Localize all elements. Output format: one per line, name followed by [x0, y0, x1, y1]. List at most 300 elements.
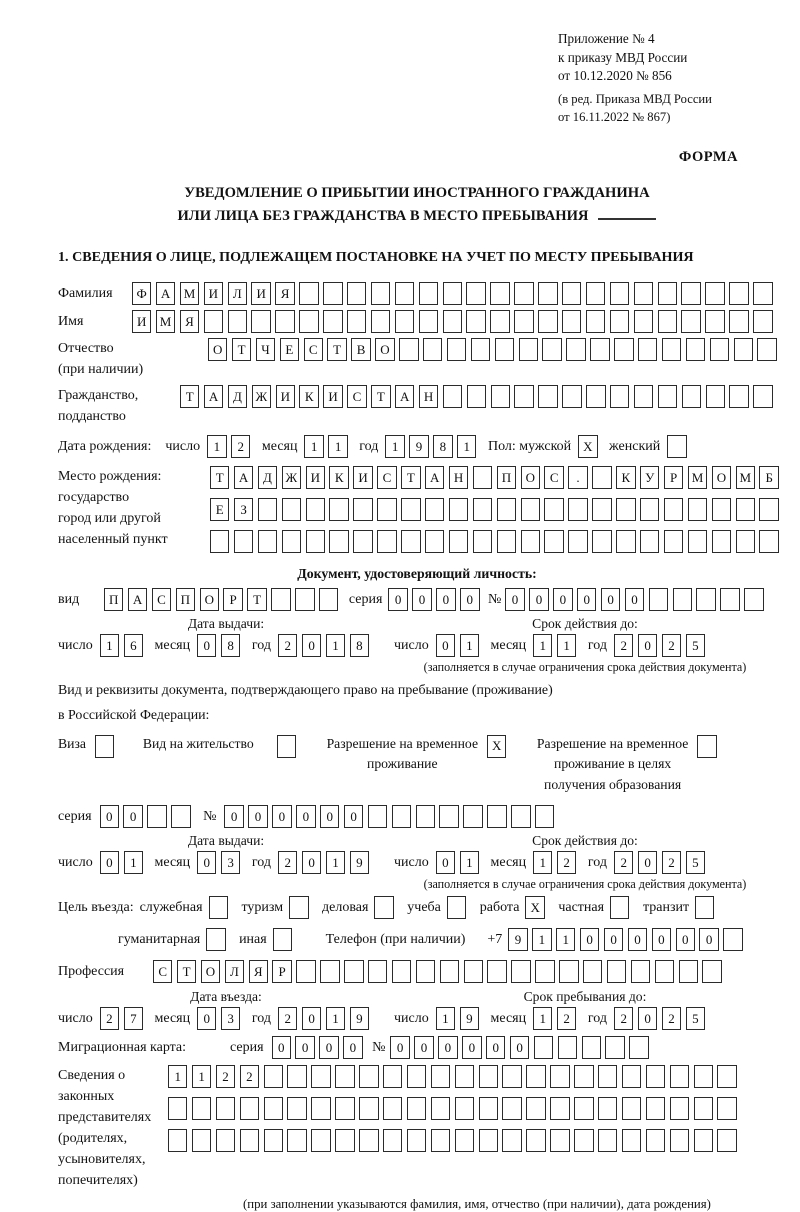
char-box: О [200, 588, 219, 611]
representatives-field-row3 [168, 1129, 741, 1152]
permit-issue-month-field [197, 851, 245, 874]
char-box [646, 1097, 665, 1120]
char-box [473, 466, 492, 489]
char-box: П [497, 466, 516, 489]
char-box: 2 [557, 851, 576, 874]
char-box: 1 [436, 1007, 455, 1030]
migration-card-row [58, 1036, 776, 1059]
series-label: серия [58, 809, 92, 825]
char-box [282, 498, 301, 521]
birthplace-label: Место рождения: государство город или другой населенный пункт [58, 469, 168, 548]
char-box [168, 1129, 187, 1152]
citizenship-field [180, 385, 777, 408]
char-box: 0 [295, 1036, 314, 1059]
char-box [535, 805, 554, 828]
char-box [296, 960, 315, 983]
migration-card-series-field [272, 1036, 368, 1059]
char-box [744, 588, 763, 611]
char-box: И [306, 466, 325, 489]
char-box [717, 1129, 736, 1152]
char-box [705, 310, 724, 333]
purpose-study-checkbox [447, 896, 471, 919]
char-box: И [132, 310, 151, 333]
char-box [251, 310, 270, 333]
char-box [277, 735, 296, 758]
char-box: 5 [686, 851, 705, 874]
char-box [598, 1097, 617, 1120]
char-box [681, 310, 700, 333]
char-box: 0 [390, 1036, 409, 1059]
char-box [696, 588, 715, 611]
char-box [759, 498, 778, 521]
char-box: И [204, 282, 223, 305]
char-box: 9 [409, 435, 428, 458]
id-doc-row [58, 588, 776, 611]
char-box: 1 [460, 634, 479, 657]
char-box [590, 338, 609, 361]
char-box: Ж [282, 466, 301, 489]
char-box: 3 [221, 1007, 240, 1030]
char-box: Ч [256, 338, 275, 361]
patronymic-row [58, 338, 776, 380]
char-box [240, 1097, 259, 1120]
visa-checkbox [95, 735, 119, 758]
char-box: 0 [224, 805, 243, 828]
char-box [566, 338, 585, 361]
char-box [171, 805, 190, 828]
char-box: И [353, 466, 372, 489]
issue-date-header: Дата выдачи: [187, 616, 265, 632]
char-box: О [712, 466, 731, 489]
char-box: М [180, 282, 199, 305]
char-box [329, 498, 348, 521]
char-box: 2 [216, 1065, 235, 1088]
given-name-row [58, 310, 776, 333]
char-box [377, 498, 396, 521]
char-box [471, 338, 490, 361]
char-box [264, 1065, 283, 1088]
char-box [401, 530, 420, 553]
surname-field [132, 282, 777, 305]
char-box [574, 1097, 593, 1120]
char-box [359, 1129, 378, 1152]
char-box [622, 1065, 641, 1088]
char-box: С [544, 466, 563, 489]
char-box: 1 [460, 851, 479, 874]
char-box [491, 385, 510, 408]
char-box [371, 310, 390, 333]
char-box: Р [223, 588, 242, 611]
char-box [228, 310, 247, 333]
char-box [695, 896, 714, 919]
permit-dates: Дата выдачи: число 0 1 месяц 0 3 год 2 0 1 9 Срок действия до: число 0 1 месяц 1 2 год 2 0 2 5 (заполняется в случае ограничения срока действия документа) [58, 833, 776, 892]
char-box [473, 530, 492, 553]
char-box [535, 960, 554, 983]
char-box [605, 1036, 624, 1059]
char-box: 8 [221, 634, 240, 657]
char-box [311, 1129, 330, 1152]
char-box [559, 960, 578, 983]
char-box [616, 498, 635, 521]
char-box: 1 [385, 435, 404, 458]
char-box: 1 [328, 435, 347, 458]
id-issue-year-field [278, 634, 374, 657]
char-box [443, 310, 462, 333]
char-box [463, 805, 482, 828]
title-line-2: ИЛИ ЛИЦА БЕЗ ГРАЖДАНСТВА В МЕСТО ПРЕБЫВАНИЯ [58, 205, 776, 228]
char-box [614, 338, 633, 361]
char-box [538, 385, 557, 408]
stay-until-header: Срок пребывания до: [523, 989, 647, 1005]
char-box [702, 960, 721, 983]
char-box: 1 [533, 634, 552, 657]
char-box: 0 [601, 588, 620, 611]
char-box [392, 805, 411, 828]
char-box [526, 1129, 545, 1152]
char-box [544, 498, 563, 521]
char-box [216, 1129, 235, 1152]
char-box: 0 [302, 634, 321, 657]
char-box [353, 498, 372, 521]
purpose-label: Цель въезда: [58, 900, 134, 916]
char-box [736, 498, 755, 521]
char-box: К [329, 466, 348, 489]
char-box: 8 [350, 634, 369, 657]
char-box [319, 588, 338, 611]
char-box: 2 [614, 1007, 633, 1030]
char-box: 9 [508, 928, 527, 951]
char-box: 0 [197, 1007, 216, 1030]
char-box [610, 282, 629, 305]
char-box: 0 [505, 588, 524, 611]
permit-series-row [58, 805, 776, 828]
char-box: 0 [272, 1036, 291, 1059]
char-box: 9 [350, 851, 369, 874]
char-box: 2 [278, 1007, 297, 1030]
temp-residence-edu-option [537, 734, 721, 796]
stay-month-field [533, 1007, 581, 1030]
char-box: 1 [557, 634, 576, 657]
number-label: № [203, 809, 217, 825]
char-box [583, 960, 602, 983]
annex-note-line: (в ред. Приказа МВД России [558, 92, 712, 107]
char-box [240, 1129, 259, 1152]
char-box: . [568, 466, 587, 489]
char-box [610, 385, 629, 408]
permit-issue-year-field [278, 851, 374, 874]
char-box: 0 [197, 634, 216, 657]
profession-field [153, 960, 726, 983]
char-box: Р [272, 960, 291, 983]
char-box [729, 385, 748, 408]
temp-residence-label: Разрешение на временное проживание [326, 735, 479, 772]
char-box [694, 1129, 713, 1152]
char-box: 8 [433, 435, 452, 458]
char-box [586, 310, 605, 333]
char-box [299, 310, 318, 333]
char-box [511, 960, 530, 983]
char-box [271, 588, 290, 611]
char-box [670, 1065, 689, 1088]
char-box: Б [759, 466, 778, 489]
char-box [368, 960, 387, 983]
char-box: З [234, 498, 253, 521]
representatives-note: (при заполнении указываются фамилия, имя, отчество (при наличии), дата рождения) [243, 1197, 711, 1212]
char-box [295, 588, 314, 611]
purpose-transit-checkbox [695, 896, 719, 919]
birth-date-label: Дата рождения: [58, 439, 152, 455]
phone-row: гуманитарная иная Телефон (при наличии) +7 9 1 1 0 0 0 0 0 0 [58, 928, 776, 951]
permit-issue-day-field [100, 851, 148, 874]
char-box [287, 1129, 306, 1152]
char-box: 1 [207, 435, 226, 458]
char-box: 0 [577, 588, 596, 611]
char-box [147, 805, 166, 828]
char-box: Т [177, 960, 196, 983]
char-box [544, 530, 563, 553]
birth-date-row [58, 435, 776, 458]
given-name-label: Имя [58, 314, 84, 330]
char-box: X [487, 735, 506, 758]
char-box [306, 530, 325, 553]
char-box [95, 735, 114, 758]
char-box: Я [275, 282, 294, 305]
id-doc-number-field [505, 588, 768, 611]
annex-line: к приказу МВД России [558, 49, 688, 65]
char-box [753, 310, 772, 333]
char-box: 2 [100, 1007, 119, 1030]
char-box: 2 [240, 1065, 259, 1088]
char-box: 2 [278, 851, 297, 874]
char-box: 0 [460, 588, 479, 611]
char-box [562, 385, 581, 408]
char-box [562, 310, 581, 333]
char-box [558, 1036, 577, 1059]
char-box [592, 498, 611, 521]
char-box [634, 282, 653, 305]
char-box: Н [449, 466, 468, 489]
char-box: О [375, 338, 394, 361]
char-box: 1 [304, 435, 323, 458]
char-box [658, 385, 677, 408]
entry-day-field [100, 1007, 148, 1030]
residence-permit-option [143, 734, 301, 758]
char-box [706, 385, 725, 408]
char-box [717, 1097, 736, 1120]
char-box [712, 530, 731, 553]
char-box [670, 1097, 689, 1120]
char-box [264, 1097, 283, 1120]
char-box [538, 282, 557, 305]
stay-year-field [614, 1007, 710, 1030]
char-box [374, 896, 393, 919]
char-box [582, 1036, 601, 1059]
purpose-business-checkbox [374, 896, 398, 919]
char-box [323, 282, 342, 305]
id-doc-header: Документ, удостоверяющий личность: [297, 566, 537, 582]
char-box [447, 338, 466, 361]
char-box [757, 338, 776, 361]
char-box [681, 282, 700, 305]
temp-residence-edu-label: Разрешение на временное проживание в целях получения образования [536, 735, 689, 792]
char-box [204, 310, 223, 333]
char-box [371, 282, 390, 305]
char-box: 0 [638, 634, 657, 657]
annex-header [558, 30, 754, 127]
char-box [289, 896, 308, 919]
representatives-block [58, 1065, 776, 1191]
char-box [526, 1097, 545, 1120]
number-label: № [372, 1040, 386, 1056]
char-box [447, 896, 466, 919]
char-box [395, 310, 414, 333]
char-box: 0 [414, 1036, 433, 1059]
char-box: П [104, 588, 123, 611]
char-box [431, 1065, 450, 1088]
purpose-row: Цель въезда: служебная туризм деловая учеба работа X частная транзит [58, 896, 776, 919]
series-label: серия [348, 592, 383, 608]
char-box: 1 [326, 851, 345, 874]
char-box [538, 310, 557, 333]
char-box [717, 1065, 736, 1088]
char-box [299, 282, 318, 305]
char-box [425, 498, 444, 521]
permit-type-row [58, 734, 776, 796]
char-box [395, 282, 414, 305]
char-box [753, 282, 772, 305]
char-box [655, 960, 674, 983]
section-1-title: 1. СВЕДЕНИЯ О ЛИЦЕ, ПОДЛЕЖАЩЕМ ПОСТАНОВКЕ НА УЧЕТ ПО МЕСТУ ПРЕБЫВАНИЯ [58, 249, 694, 266]
char-box [273, 928, 292, 951]
char-box: 0 [302, 1007, 321, 1030]
char-box [407, 1129, 426, 1152]
purpose-humanitarian-checkbox [206, 928, 230, 951]
char-box: 0 [462, 1036, 481, 1059]
char-box [664, 498, 683, 521]
char-box: 3 [221, 851, 240, 874]
char-box [610, 896, 629, 919]
char-box: 0 [272, 805, 291, 828]
char-box [629, 1036, 648, 1059]
char-box [359, 1065, 378, 1088]
char-box [443, 282, 462, 305]
char-box [416, 805, 435, 828]
char-box: К [616, 466, 635, 489]
char-box [311, 1097, 330, 1120]
char-box: Е [280, 338, 299, 361]
patronymic-label: Отчество (при наличии) [58, 341, 144, 378]
char-box [729, 310, 748, 333]
char-box [455, 1065, 474, 1088]
char-box [497, 498, 516, 521]
char-box: 0 [638, 1007, 657, 1030]
permit-expiry-year-field [614, 851, 710, 874]
char-box: О [208, 338, 227, 361]
title-blank-underline [598, 205, 656, 220]
representatives-label: Сведения о законных представителях (родителях, усыновителях, попечителях) [58, 1068, 152, 1189]
char-box: 0 [699, 928, 718, 951]
char-box: 1 [533, 1007, 552, 1030]
year-label: год [359, 439, 379, 455]
char-box: 0 [100, 851, 119, 874]
char-box: X [525, 896, 544, 919]
char-box: Л [225, 960, 244, 983]
char-box [353, 530, 372, 553]
char-box [275, 310, 294, 333]
char-box [407, 1065, 426, 1088]
char-box [490, 282, 509, 305]
birthplace-field-row3 [210, 530, 783, 553]
char-box: 9 [350, 1007, 369, 1030]
char-box: 0 [580, 928, 599, 951]
id-issue-month-field [197, 634, 245, 657]
char-box [287, 1097, 306, 1120]
char-box: 0 [625, 588, 644, 611]
char-box [592, 466, 611, 489]
permit-expiry-month-field [533, 851, 581, 874]
char-box: М [736, 466, 755, 489]
char-box: 0 [486, 1036, 505, 1059]
id-doc-series-field [388, 588, 484, 611]
char-box [497, 530, 516, 553]
char-box [335, 1097, 354, 1120]
char-box [607, 960, 626, 983]
char-box: 0 [638, 851, 657, 874]
char-box [264, 1129, 283, 1152]
char-box: 1 [556, 928, 575, 951]
char-box [383, 1129, 402, 1152]
char-box [705, 282, 724, 305]
char-box [598, 1065, 617, 1088]
char-box [490, 310, 509, 333]
char-box: 0 [302, 851, 321, 874]
sex-male-label: Пол: мужской [487, 439, 572, 455]
char-box: Д [258, 466, 277, 489]
char-box [712, 498, 731, 521]
char-box [455, 1097, 474, 1120]
month-label: месяц [261, 439, 298, 455]
char-box [419, 310, 438, 333]
char-box: 7 [124, 1007, 143, 1030]
char-box: А [234, 466, 253, 489]
purpose-other-checkbox [273, 928, 297, 951]
char-box [502, 1097, 521, 1120]
char-box [682, 385, 701, 408]
char-box: Д [228, 385, 247, 408]
id-doc-kind-field [104, 588, 343, 611]
char-box: К [299, 385, 318, 408]
permit-series-field [100, 805, 196, 828]
day-label: число [165, 439, 201, 455]
valid-until-header: Срок действия до: [532, 616, 638, 632]
char-box [443, 385, 462, 408]
char-box [568, 530, 587, 553]
stay-day-field [436, 1007, 484, 1030]
surname-label: Фамилия [58, 286, 113, 302]
char-box [640, 530, 659, 553]
char-box [521, 530, 540, 553]
char-box [368, 805, 387, 828]
char-box: О [521, 466, 540, 489]
char-box [658, 310, 677, 333]
char-box [502, 1129, 521, 1152]
citizenship-label: Гражданство, подданство [58, 388, 139, 425]
char-box [383, 1065, 402, 1088]
surname-row [58, 282, 776, 305]
char-box: С [304, 338, 323, 361]
char-box [401, 498, 420, 521]
id-doc-dates: Дата выдачи: число 1 6 месяц 0 8 год 2 0 1 8 Срок действия до: число 0 1 месяц 1 1 год 2 0 2 5 (заполняется в случае ограничения срока действия документа) [58, 616, 776, 675]
